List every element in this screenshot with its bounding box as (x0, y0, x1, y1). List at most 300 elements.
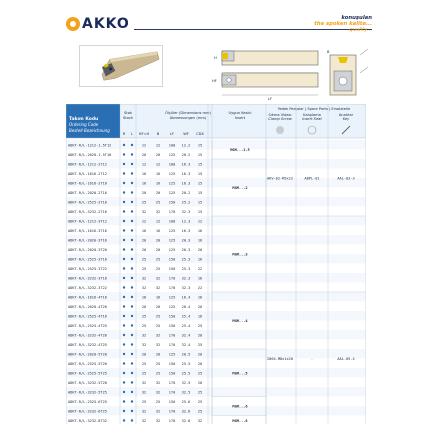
row-cell: 20.3 (181, 238, 191, 243)
row-cell: 16 (197, 257, 203, 262)
row-cell: 16 (141, 181, 147, 186)
row-cell: 170 (168, 381, 176, 385)
row-cell: 15 (197, 200, 203, 205)
stock-dot-l (131, 296, 133, 298)
row-cell: 25 (197, 343, 203, 347)
stock-dot-l (131, 381, 133, 383)
row-cell: 25 (197, 390, 203, 395)
table-row (68, 381, 202, 385)
row-code: ADKT-R/L-3232-4T25 (68, 343, 107, 347)
table-row (68, 362, 202, 366)
row-cell: 125 (168, 229, 176, 233)
row-cell: 15 (197, 153, 203, 157)
row-cell: 20 (155, 305, 161, 309)
stock-dot-l (131, 400, 133, 402)
stock-dot-r (123, 191, 125, 193)
row-cell: 22 (197, 267, 203, 271)
spare-col-header-2: Anahtar (338, 113, 354, 117)
insert-group-label: MGM...4 (232, 319, 248, 323)
table-row (68, 400, 202, 404)
row-cell: 25 (141, 324, 147, 328)
row-cell: 16.3 (181, 229, 191, 233)
row-code: ADKT-R/L-3232-2T16 (68, 210, 107, 214)
row-code: ADKT-R/L-1212-2T12 (68, 162, 107, 167)
spare-col-header-en-0: Clamp Screw (268, 117, 292, 121)
product-photo (79, 45, 163, 87)
row-cell: 15 (197, 162, 203, 167)
row-cell: 32 (155, 333, 161, 338)
row-cell: 170 (168, 276, 176, 281)
row-cell: 150 (168, 400, 176, 404)
row-code: ADKT-R/L-3232-6T25 (68, 409, 107, 414)
row-cell: 20 (197, 333, 203, 338)
stock-dot-l (131, 419, 133, 421)
ordering-code-en: Ordering Code (69, 122, 99, 127)
row-code: ADKT-R/L-2020-3T16 (68, 238, 107, 243)
row-cell: 125 (168, 181, 176, 186)
row-cell: 25.4 (181, 314, 191, 319)
stock-dot-r (123, 343, 125, 345)
stock-dot-l (131, 258, 133, 260)
row-cell: 25.2 (181, 200, 191, 205)
row-cell: 32.3 (181, 210, 191, 214)
row-cell: 16.3 (181, 181, 191, 186)
slogan-line-1: konuşulan (341, 15, 372, 21)
row-cell: 150 (168, 267, 176, 271)
row-cell: 32.5 (181, 390, 191, 395)
dimensions-header-de: Abmessungen (mm) (169, 116, 207, 120)
stock-dot-r (123, 324, 125, 326)
row-cell: 170 (168, 390, 176, 395)
row-cell: 16 (155, 229, 161, 233)
row-cell: 170 (168, 333, 176, 338)
stock-dot-l (131, 172, 133, 174)
row-cell: 16.3 (181, 162, 191, 167)
spare-key: AAL-03-3 (337, 176, 355, 181)
row-code: ADKT-R/L-2525-3T22 (68, 267, 107, 271)
column-header-5: WF (183, 132, 189, 136)
row-cell: 125 (168, 191, 176, 195)
row-cell: 125 (168, 295, 176, 300)
row-cell: 20.2 (181, 191, 191, 195)
stock-dot-l (131, 267, 133, 269)
ordering-table (66, 104, 366, 424)
row-cell: 25 (197, 371, 203, 376)
row-cell: 150 (168, 371, 176, 376)
row-cell: 125 (168, 238, 176, 243)
spare-seat: ABPL-01 (304, 176, 320, 181)
row-cell: 20 (141, 352, 147, 357)
row-cell: 150 (168, 257, 176, 262)
row-cell: 15 (197, 191, 203, 195)
stock-dot-l (131, 153, 133, 155)
row-cell: 25 (155, 362, 161, 366)
row-cell: 32 (155, 419, 161, 423)
row-cell: 25 (155, 314, 161, 319)
row-cell: 32 (141, 210, 147, 214)
stock-dot-r (123, 410, 125, 412)
insert-group-label: MGM...1.5 (230, 148, 250, 152)
stock-dot-r (123, 277, 125, 279)
row-cell: 25.5 (181, 371, 191, 376)
stock-dot-r (123, 391, 125, 393)
row-cell: 170 (168, 409, 176, 414)
row-cell: 25.4 (181, 324, 191, 328)
row-cell: 20 (141, 153, 147, 157)
row-cell: 12 (155, 162, 161, 167)
spare-key: AAL-05-4 (337, 357, 355, 361)
dimensions-header: Ölçüler (Dimensions mm) (165, 111, 211, 115)
row-cell: 16 (197, 276, 203, 281)
stock-dot-l (131, 229, 133, 231)
row-cell: 20 (197, 248, 203, 252)
stock-dot-r (123, 163, 125, 165)
row-cell: 32 (141, 286, 147, 290)
row-code: ADKT-R/L-2525-5T20 (68, 362, 107, 366)
row-cell: 32.3 (181, 286, 191, 290)
insert-group-label: MGM...3 (232, 252, 248, 257)
stock-dot-r (123, 220, 125, 222)
row-cell: 12 (197, 219, 203, 224)
table-row (68, 419, 202, 423)
spare-col-header-en-1: Insert Seat (302, 117, 322, 121)
row-cell: 32 (155, 409, 161, 414)
stock-dot-r (123, 296, 125, 298)
stock-header: Stok (124, 111, 132, 115)
stock-dot-l (131, 210, 133, 212)
stock-header-en: Stock (123, 116, 133, 120)
row-cell: 12 (155, 219, 161, 224)
row-cell: 16 (155, 181, 161, 186)
stock-dot-r (123, 286, 125, 288)
row-cell: 150 (168, 362, 176, 366)
row-cell: 16 (197, 295, 203, 300)
stock-dot-l (131, 315, 133, 317)
row-code: ADKT-R/L-3232-8T32 (68, 419, 107, 423)
stock-dot-r (123, 248, 125, 250)
row-cell: 25 (141, 200, 147, 205)
row-cell: 25 (141, 257, 147, 262)
row-cell: 150 (168, 200, 176, 205)
row-cell: 16 (141, 229, 147, 233)
row-code: ADKT-R/L-2525-6T25 (68, 400, 107, 404)
row-cell: 125 (168, 172, 176, 176)
row-cell: 150 (168, 324, 176, 328)
row-cell: 25 (141, 371, 147, 376)
table-row (68, 153, 202, 157)
spare-col-header-1: Kalıplama (303, 113, 321, 117)
stock-dot-l (131, 305, 133, 307)
row-cell: 15 (197, 143, 203, 148)
stock-dot-r (123, 353, 125, 355)
stock-dot-r (123, 372, 125, 374)
row-cell: 150 (168, 314, 176, 319)
stock-dot-r (123, 334, 125, 336)
dim-h-label: H (214, 56, 217, 60)
row-cell: 32 (141, 409, 147, 414)
stock-dot-r (123, 267, 125, 269)
row-cell: 15 (197, 210, 203, 214)
insert-group-label: MGM...8 (232, 418, 248, 423)
row-cell: 20 (155, 352, 161, 357)
insert-group-label: MGM...5 (232, 371, 248, 376)
row-cell: 32.4 (181, 333, 191, 338)
row-cell: 25 (197, 409, 203, 414)
row-cell: 25.6 (181, 400, 191, 404)
spare-screw: 2064-M8x1x20 (267, 357, 293, 361)
table-row (68, 324, 202, 328)
spare-parts-header: Yedek Parçalar | Spare Parts | Ersatzteile (277, 107, 351, 111)
ordering-code-de: Bestell-Bezeichnung (69, 128, 110, 133)
row-cell: 25 (155, 257, 161, 262)
row-code: ADKT-R/L-3232-4T20 (68, 333, 107, 338)
row-cell: 15 (197, 172, 203, 176)
stock-dot-r (123, 419, 125, 421)
row-cell: 16 (155, 295, 161, 300)
row-cell: 100 (168, 162, 176, 167)
row-cell: 32 (155, 381, 161, 385)
stock-dot-r (123, 210, 125, 212)
brand-logo (66, 17, 130, 31)
row-cell: 25 (155, 267, 161, 271)
row-cell: 20.4 (181, 305, 191, 309)
table-row (68, 343, 202, 347)
row-cell: 125 (168, 305, 176, 309)
row-code: ADKT-R/L-2525-5T25 (68, 371, 107, 376)
stock-dot-l (131, 220, 133, 222)
stock-dot-l (131, 372, 133, 374)
stock-dot-l (131, 163, 133, 165)
stock-dot-l (131, 144, 133, 146)
row-cell: 32 (141, 343, 147, 347)
row-cell: 32 (141, 390, 147, 395)
row-cell: 16 (155, 172, 161, 176)
row-code: ADKT-R/L-3232-3T22 (68, 286, 107, 290)
ordering-code-tr: Takım Kodu (69, 117, 99, 122)
stock-dot-l (131, 248, 133, 250)
row-cell: 125 (168, 153, 176, 157)
table-row (68, 172, 202, 176)
column-header-4: LF (169, 132, 175, 136)
brand-name: AKKO (82, 16, 130, 32)
stock-dot-l (131, 239, 133, 241)
stock-dot-r (123, 182, 125, 184)
row-cell: 25 (141, 314, 147, 319)
row-cell: 170 (168, 210, 176, 214)
dim-b-label: B (327, 50, 330, 54)
table-row (68, 305, 202, 309)
row-cell: 20 (141, 238, 147, 243)
row-cell: 20 (197, 305, 203, 309)
row-cell: 16 (197, 238, 203, 243)
stock-dot-r (123, 258, 125, 260)
row-code: ADKT-R/L-3232-5T25 (68, 390, 107, 395)
row-cell: 32 (197, 419, 203, 423)
spare-col-header-0: Sıkma Vidası (268, 113, 292, 117)
row-cell: 20 (155, 248, 161, 252)
stock-dot-r (123, 172, 125, 174)
row-cell: 25 (155, 371, 161, 376)
row-cell: 100 (168, 219, 176, 224)
stock-dot-r (123, 381, 125, 383)
row-cell: 32.6 (181, 409, 191, 414)
stock-dot-r (123, 239, 125, 241)
row-cell: 20 (197, 362, 203, 366)
stock-dot-l (131, 286, 133, 288)
stock-dot-l (131, 334, 133, 336)
row-cell: 20.3 (181, 248, 191, 252)
row-cell: 32 (141, 333, 147, 338)
stock-dot-l (131, 391, 133, 393)
stock-dot-r (123, 229, 125, 231)
dim-lf-label: LF (267, 97, 273, 101)
dim-hf-label: HF (212, 79, 217, 83)
stock-dot-r (123, 144, 125, 146)
row-cell: 170 (168, 286, 176, 290)
row-cell: 125 (168, 352, 176, 357)
row-code: ADKT-R/L-2020-4T20 (68, 305, 107, 309)
row-cell: 25 (155, 324, 161, 328)
row-cell: 20 (155, 191, 161, 195)
row-cell: 12 (141, 143, 147, 148)
row-cell: 12 (141, 162, 147, 167)
row-code: ADKT-R/L-1616-2T12 (68, 172, 107, 176)
table-row (68, 210, 202, 214)
row-code: ADKT-R/L-2020-2T16 (68, 191, 107, 195)
technical-drawing (210, 45, 370, 103)
row-cell: 22 (197, 286, 203, 290)
row-code: ADKT-R/L-2020-1.5T16 (68, 153, 112, 157)
row-code: ADKT-R/L-2525-3T16 (68, 257, 107, 262)
stock-dot-r (123, 362, 125, 364)
stock-dot-l (131, 201, 133, 203)
spare-col-header-en-2: Key (342, 117, 350, 121)
row-code: ADKT-R/L-2020-3T20 (68, 248, 107, 252)
row-cell: 32.5 (181, 381, 191, 385)
table-row (68, 267, 202, 271)
row-cell: 16 (197, 314, 203, 319)
stock-dot-r (123, 315, 125, 317)
row-cell: 32 (141, 381, 147, 385)
table-row (68, 248, 202, 252)
slogan-line-3: quality... (349, 27, 372, 33)
stock-dot-l (131, 343, 133, 345)
row-cell: 20 (141, 305, 147, 309)
row-cell: 20.5 (181, 352, 191, 357)
row-cell: 20 (155, 153, 161, 157)
row-code: ADKT-R/L-1616-2T16 (68, 181, 107, 186)
row-cell: 32.4 (181, 343, 191, 347)
row-cell: 16 (141, 295, 147, 300)
column-header-0: R (122, 132, 126, 136)
row-cell: 32 (155, 276, 161, 281)
row-cell: 25.3 (181, 257, 191, 262)
row-cell: 16 (197, 229, 203, 233)
row-code: ADKT-R/L-1212-1.5T12 (68, 143, 112, 148)
row-cell: 25 (197, 400, 203, 404)
row-cell: 32.8 (181, 419, 191, 423)
table-row (68, 229, 202, 233)
row-cell: 25 (141, 267, 147, 271)
row-code: ADKT-R/L-1212-3T12 (68, 219, 107, 224)
row-cell: 25 (141, 362, 147, 366)
row-cell: 170 (168, 419, 176, 423)
row-cell: 170 (168, 343, 176, 347)
insert-group-label: MGM...2 (232, 186, 248, 190)
row-code: ADKT-R/L-3232-3T16 (68, 276, 107, 281)
row-cell: 16 (141, 172, 147, 176)
row-code: ADKT-R/L-2525-4T16 (68, 314, 107, 319)
row-cell: 20 (141, 191, 147, 195)
row-cell: 32 (141, 419, 147, 423)
stock-dot-r (123, 153, 125, 155)
stock-dot-l (131, 362, 133, 364)
row-code: ADKT-R/L-1616-4T16 (68, 295, 107, 300)
column-header-3: B (156, 132, 160, 136)
row-code: ADKT-R/L-1616-3T16 (68, 229, 107, 233)
row-cell: 12 (141, 219, 147, 224)
insert-header: Uygun Kesici (228, 111, 252, 115)
row-cell: 25 (197, 324, 203, 328)
row-cell: 12.2 (181, 143, 191, 148)
stock-dot-l (131, 191, 133, 193)
row-cell: 125 (168, 248, 176, 252)
stock-dot-r (123, 201, 125, 203)
row-cell: 25.3 (181, 267, 191, 271)
row-cell: 32 (155, 390, 161, 395)
row-code: ADKT-R/L-2020-5T20 (68, 352, 107, 357)
row-cell: 100 (168, 143, 176, 148)
spare-seat: - (310, 357, 314, 361)
row-cell: 25 (155, 400, 161, 404)
stock-dot-l (131, 277, 133, 279)
stock-dot-r (123, 305, 125, 307)
row-cell: 16.3 (181, 172, 191, 176)
row-cell: 20 (141, 248, 147, 252)
row-cell: 32 (155, 286, 161, 290)
row-cell: 32 (155, 343, 161, 347)
table-row (68, 286, 202, 290)
row-cell: 20 (197, 381, 203, 385)
column-header-2: HF=H (138, 132, 150, 136)
row-cell: 20 (155, 238, 161, 243)
stock-dot-r (123, 400, 125, 402)
stock-dot-l (131, 353, 133, 355)
row-cell: 32 (141, 276, 147, 281)
row-code: ADKT-R/L-2525-4T25 (68, 324, 107, 328)
row-code: ADKT-R/L-2525-2T16 (68, 200, 107, 205)
row-cell: 15 (197, 181, 203, 186)
stock-dot-l (131, 324, 133, 326)
column-header-1: L (130, 132, 134, 136)
stock-dot-l (131, 182, 133, 184)
insert-group-label: MGM...6 (232, 404, 248, 409)
row-cell: 25.5 (181, 362, 191, 366)
insert-header-en: Insert (234, 116, 246, 120)
brand-slogan (314, 15, 372, 33)
row-cell: 12.3 (181, 219, 191, 224)
row-code: ADKT-R/L-3232-5T20 (68, 381, 107, 385)
column-header-6: CDX (196, 132, 204, 136)
row-cell: 25 (155, 200, 161, 205)
stock-dot-l (131, 410, 133, 412)
clamp-screw-icon (276, 126, 284, 134)
row-cell: 20 (197, 352, 203, 357)
spare-screw: AKV-02-M5x22 (267, 176, 293, 181)
table-row (68, 191, 202, 195)
row-cell: 32.3 (181, 276, 191, 281)
slogan-line-2: the spoken kalite... (314, 21, 372, 27)
